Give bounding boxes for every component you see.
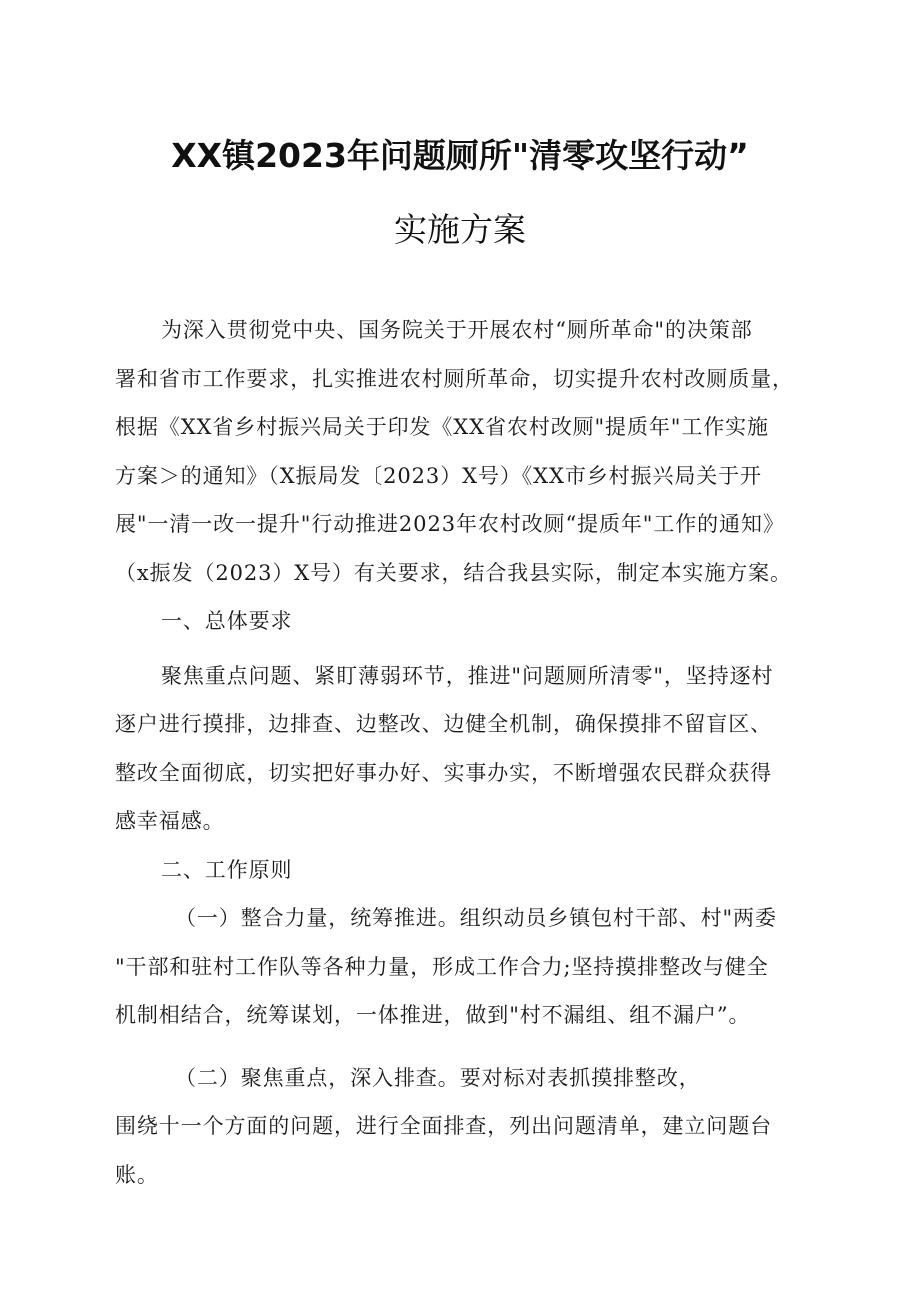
document-body — [115, 306, 815, 1199]
text-line: （二）聚焦重点，深入排查。要对标对表抓摸排整改， — [175, 1065, 701, 1090]
section-heading: 二、工作原则 — [161, 857, 293, 882]
text-line: 为深入贯彻党中央、国务院关于开展农村“厕所革命"的决策部 — [161, 318, 753, 342]
text-line: 根据《XX省乡村振兴局关于印发《XX省农村改厕"提质年"工作实施 — [115, 415, 769, 439]
paragraph-principle-2 — [115, 1054, 815, 1200]
text-line: （x振发（2023）X号）有关要求，结合我县实际，制定本实施方案。 — [115, 560, 792, 585]
paragraph-general — [115, 652, 815, 846]
section-heading: 一、总体要求 — [161, 609, 293, 633]
text-line: 围绕十一个方面的问题，进行全面排查，列出问题清单，建立问题台 — [115, 1114, 772, 1138]
text-line: （一）整合力量，统筹推进。组织动员乡镇包村干部、村"两委 — [175, 906, 777, 930]
text-line: 展"一清一改一提升"行动推进2023年农村改厕“提质年"工作的通知》 — [115, 512, 785, 536]
section-heading-principles — [115, 846, 815, 895]
section-heading-general — [115, 597, 815, 646]
text-line: 感幸福感。 — [115, 809, 225, 833]
text-line: 账。 — [115, 1162, 159, 1187]
paragraph-principle-1 — [115, 894, 815, 1040]
text-line: 机制相结合，统筹谋划，一体推进，做到"村不漏组、组不漏户”。 — [115, 1003, 751, 1027]
text-line: "干部和驻村工作队等各种力量，形成工作合力;坚持摸排整改与健全 — [115, 954, 769, 979]
text-line: 逐户进行摸排，边排查、边整改、边健全机制，确保摸排不留盲区、 — [115, 712, 772, 736]
text-line: 整改全面彻底，切实把好事办好、实事办实，不断增强农民群众获得 — [115, 760, 772, 785]
document-subtitle: 实施方案 — [394, 210, 526, 249]
text-line: 聚焦重点问题、紧盯薄弱环节，推进"问题厕所清零"，坚持逐村 — [161, 663, 774, 688]
text-line: 署和省市工作要求，扎实推进农村厕所革命，切实提升农村改厕质量， — [115, 366, 794, 391]
document-title: XX镇2023年问题厕所"清零攻坚行动” — [171, 136, 749, 175]
text-line: 方案＞的通知》（X振局发〔2023）X号）《XX市乡村振兴局关于开 — [115, 463, 762, 488]
paragraph-intro — [115, 306, 815, 597]
